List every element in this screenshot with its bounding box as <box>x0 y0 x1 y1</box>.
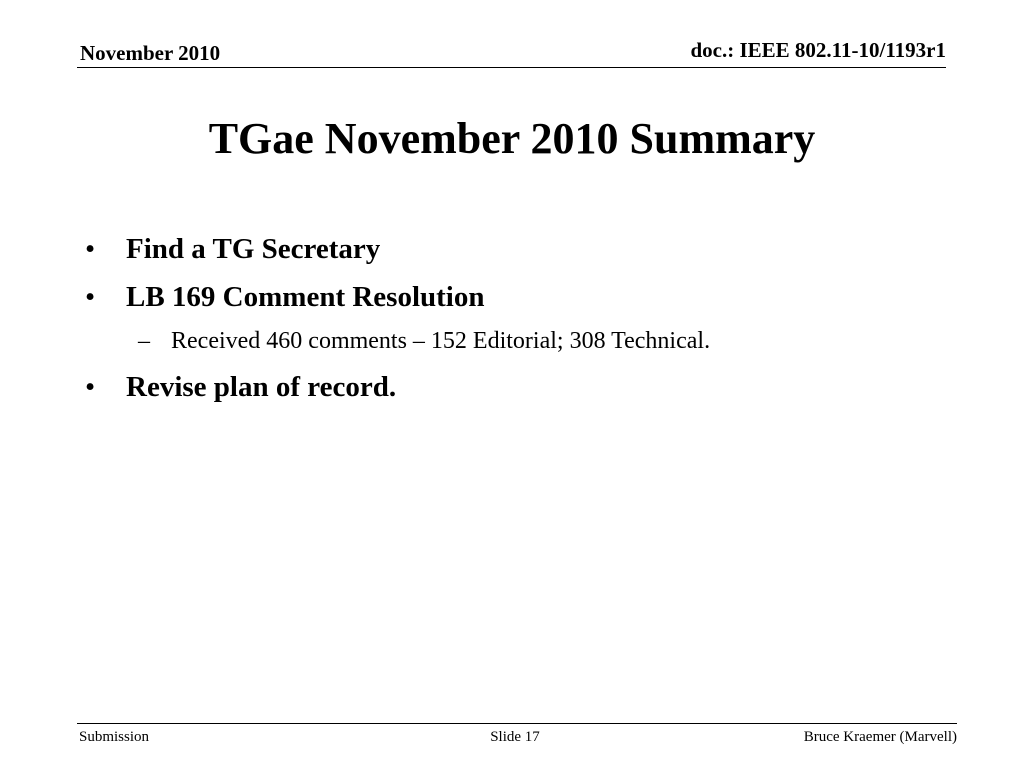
sub-bullet-text: Received 460 comments – 152 Editorial; 308 Technical. <box>171 328 711 354</box>
bullet-marker: • <box>85 233 96 265</box>
sub-bullet-item <box>85 321 945 363</box>
bullet-item <box>85 273 945 321</box>
footer-author: Bruce Kraemer (Marvell) <box>803 729 957 745</box>
bullet-text: LB 169 Comment Resolution <box>126 281 485 313</box>
bullet-item <box>85 363 945 411</box>
bullet-marker: • <box>85 371 96 403</box>
slide-title: TGae November 2010 Summary <box>208 114 816 163</box>
bullet-text: Find a TG Secretary <box>126 233 381 265</box>
bullet-item <box>85 225 945 273</box>
bullet-marker: • <box>85 281 96 313</box>
sub-bullet-marker: – <box>138 328 150 354</box>
footer-submission: Submission <box>79 729 150 745</box>
header-divider <box>77 67 946 68</box>
footer-divider <box>77 723 957 724</box>
footer-slide-number: Slide 17 <box>490 729 540 745</box>
header-date: November 2010 <box>80 41 221 65</box>
bullet-list <box>85 225 945 411</box>
header-doc-id: doc.: IEEE 802.11-10/1193r1 <box>690 38 946 62</box>
bullet-text: Revise plan of record. <box>126 371 397 403</box>
